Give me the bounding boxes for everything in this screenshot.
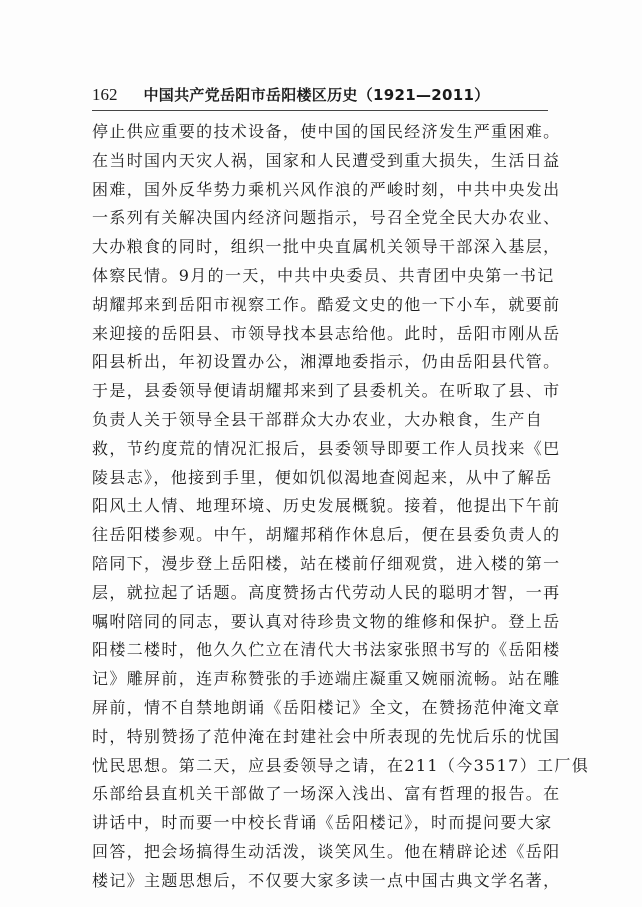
text-line: 屏前，情不自禁地朗诵《岳阳楼记》全文，在赞扬范仲淹文章 (92, 697, 561, 717)
text-line: 阳楼二楼时，他久久伫立在清代大书法家张照书写的《岳阳楼 (92, 640, 561, 660)
text-line: 往岳阳楼参观。中午，胡耀邦稍作休息后，便在县委负责人的 (92, 525, 561, 545)
text-line: 楼记》主题思想后，不仅要大家多读一点中国古典文学名著， (92, 870, 561, 890)
text-line: 时，特别赞扬了范仲淹在封建社会中所表现的先忧后乐的忧国 (92, 726, 561, 746)
text-line: 阳县析出，年初设置办公，湘潭地委指示，仍由岳阳县代管。 (92, 352, 561, 372)
text-line: 记》雕屏前，连声称赞张的手迹端庄凝重又婉丽流畅。站在雕 (92, 669, 561, 689)
text-line: 大办粮食的同时，组织一批中央直属机关领导干部深入基层， (92, 237, 561, 257)
body-text (92, 118, 590, 896)
text-line: 陪同下，漫步登上岳阳楼，站在楼前仔细观赏，进入楼的第一 (92, 553, 561, 573)
running-header-title: 中国共产党岳阳市岳阳楼区历史（1921—2011） (143, 86, 490, 104)
text-line: 讲话中，时而要一中校长背诵《岳阳楼记》，时而提问要大家 (92, 813, 553, 833)
text-line: 困难，国外反华势力乘机兴风作浪的严峻时刻，中共中央发出 (92, 179, 561, 199)
text-line: 停止供应重要的技术设备，使中国的国民经济发生严重困难。 (92, 122, 561, 141)
text-line: 体察民情。9月的一天，中共中央委员、共青团中央第一书记 (92, 265, 555, 285)
header-rule (92, 110, 548, 111)
text-line: 一系列有关解决国内经济问题指示，号召全党全民大办农业、 (92, 208, 561, 228)
text-line: 嘱咐陪同的同志，要认真对待珍贵文物的维修和保护。登上岳 (92, 611, 561, 631)
text-line: 阳风土人情、地理环境、历史发展概貌。接着，他提出下午前 (92, 496, 561, 516)
text-line: 陵县志》，他接到手里，便如饥似渴地查阅起来，从中了解岳 (92, 467, 553, 487)
text-line: 胡耀邦来到岳阳市视察工作。酷爱文史的他一下小车，就要前 (92, 294, 561, 314)
text-line: 层，就拉起了话题。高度赞扬古代劳动人民的聪明才智，一再 (92, 582, 561, 602)
text-line: 于是，县委领导便请胡耀邦来到了县委机关。在听取了县、市 (92, 381, 561, 401)
text-line: 来迎接的岳阳县、市领导找本县志给他。此时，岳阳市刚从岳 (92, 323, 561, 343)
page-number: 162 (92, 85, 118, 104)
text-line: 乐部给县直机关干部做了一场深入浅出、富有哲理的报告。在 (92, 784, 561, 804)
text-line: 忧民思想。第二天，应县委领导之请，在211（今3517）工厂俱 (92, 755, 590, 775)
text-line: 回答，把会场搞得生动活泼，谈笑风生。他在精辟论述《岳阳 (92, 841, 561, 861)
text-line: 负责人关于领导全县干部群众大办农业，大办粮食，生产自 (92, 409, 544, 429)
running-header (92, 84, 548, 106)
text-line: 救，节约度荒的情况汇报后，县委领导即要工作人员找来《巴 (92, 438, 561, 458)
text-line: 在当时国内天灾人祸，国家和人民遭受到重大损失，生活日益 (92, 150, 561, 170)
